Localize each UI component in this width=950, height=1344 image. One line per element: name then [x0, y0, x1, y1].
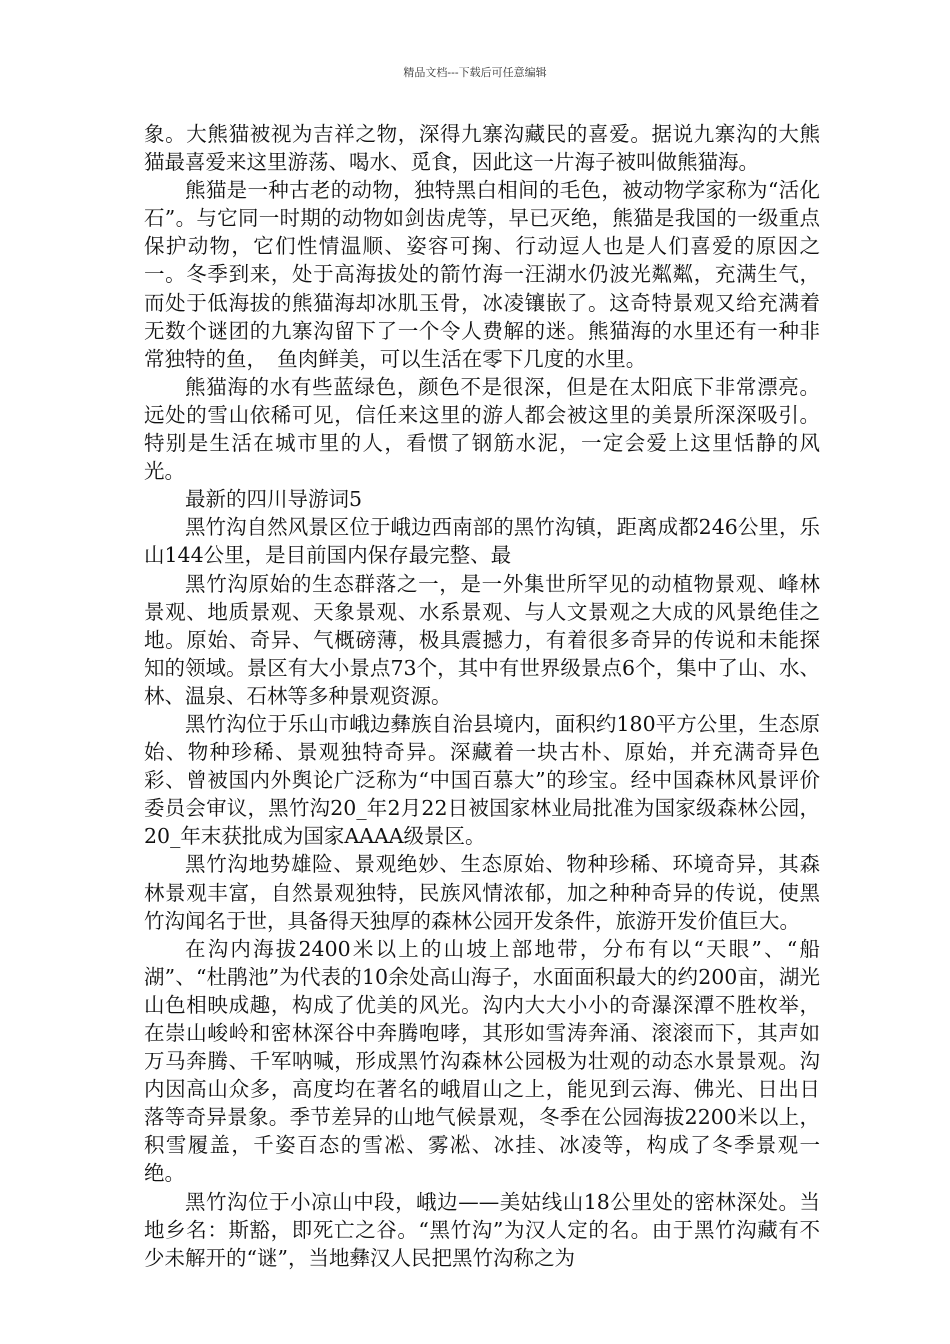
document-body: [144, 120, 820, 1272]
paragraph-7: 黑竹沟位于乐山市峨边彝族自治县境内，面积约180平方公里，生态原始、物种珍稀、景观独特奇异。深藏着一块古朴、原始，并充满奇异色彩、曾被国内外舆论广泛称为“中国百慕大”的珍宝。经中国森林风景评价委员会审议，黑竹沟20_年2月22日被国家林业局批准为国家级森林公园，20_年末获批成为国家AAAA级景区。: [144, 711, 820, 849]
paragraph-2: 熊猫是一种古老的动物，独特黑白相间的毛色，被动物学家称为“活化石”。与它同一时期的动物如剑齿虎等，早已灭绝，熊猫是我国的一级重点保护动物，它们性情温顺、姿容可掬、行动逗人也是人们喜爱的原因之一。冬季到来，处于高海拔处的箭竹海一汪湖水仍波光粼粼，充满生气，而处于低海拔的熊猫海却冰肌玉骨，冰凌镶嵌了。这奇特景观又给充满着无数个谜团的九寨沟留下了一个令人费解的迷。熊猫海的水里还有一种非常独特的鱼， 鱼肉鲜美，可以生活在零下几度的水里。: [144, 178, 820, 371]
paragraph-6: 黑竹沟原始的生态群落之一，是一外集世所罕见的动植物景观、峰林景观、地质景观、天象景观、水系景观、与人文景观之大成的风景绝佳之地。原始、奇异、气概磅薄，极具震撼力，有着很多奇异的传说和未能探知的领域。景区有大小景点73个，其中有世界级景点6个，集中了山、水、林、温泉、石林等多种景观资源。: [144, 571, 820, 708]
paragraph-1: 象。大熊猫被视为吉祥之物，深得九寨沟藏民的喜爱。据说九寨沟的大熊猫最喜爱来这里游荡、喝水、觅食，因此这一片海子被叫做熊猫海。: [144, 122, 820, 175]
section-heading: 最新的四川导游词5: [185, 487, 363, 512]
paragraph-8: 黑竹沟地势雄险、景观绝妙、生态原始、物种珍稀、环境奇异，其森林景观丰富，自然景观独特，民族风情浓郁，加之种种奇异的传说，使黑竹沟闻名于世，具备得天独厚的森林公园开发条件，旅游开发价值巨大。: [144, 852, 820, 933]
paragraph-10: 黑竹沟位于小凉山中段，峨边——美姑线山18公里处的密林深处。当地乡名：斯豁，即死亡之谷。“黑竹沟”为汉人定的名。由于黑竹沟藏有不少未解开的“谜”，当地彝汉人民把黑竹沟称之为: [144, 1189, 820, 1270]
paragraph-9: 在沟内海拔2400米以上的山坡上部地带，分布有以“天眼”、“船湖”、“杜鹃池”为代表的10余处高山海子，水面面积最大的约200亩，湖光山色相映成趣，构成了优美的风光。沟内大大小小的奇瀑深潭不胜枚举，在崇山峻岭和密林深谷中奔腾咆哮，其形如雪涛奔涌、滚滚而下，其声如万马奔腾、千军呐喊，形成黑竹沟森林公园极为壮观的动态水景景观。沟内因高山众多，高度均在著名的峨眉山之上，能见到云海、佛光、日出日落等奇异景象。季节差异的山地气候景观，冬季在公园海拔2200米以上，积雪履盖，千姿百态的雪凇、雾凇、冰挂、冰凌等，构成了冬季景观一绝。: [144, 936, 820, 1186]
paragraph-5: 黑竹沟自然风景区位于峨边西南部的黑竹沟镇，距离成都246公里，乐山144公里，是目前国内保存最完整、最: [144, 515, 820, 568]
page-header: 精品文档---下载后可任意编辑: [403, 66, 547, 79]
paragraph-3: 熊猫海的水有些蓝绿色，颜色不是很深，但是在太阳底下非常漂亮。远处的雪山依稀可见，信任来这里的游人都会被这里的美景所深深吸引。特别是生活在城市里的人，看惯了钢筋水泥，一定会爱上这里恬静的风光。: [144, 374, 820, 484]
